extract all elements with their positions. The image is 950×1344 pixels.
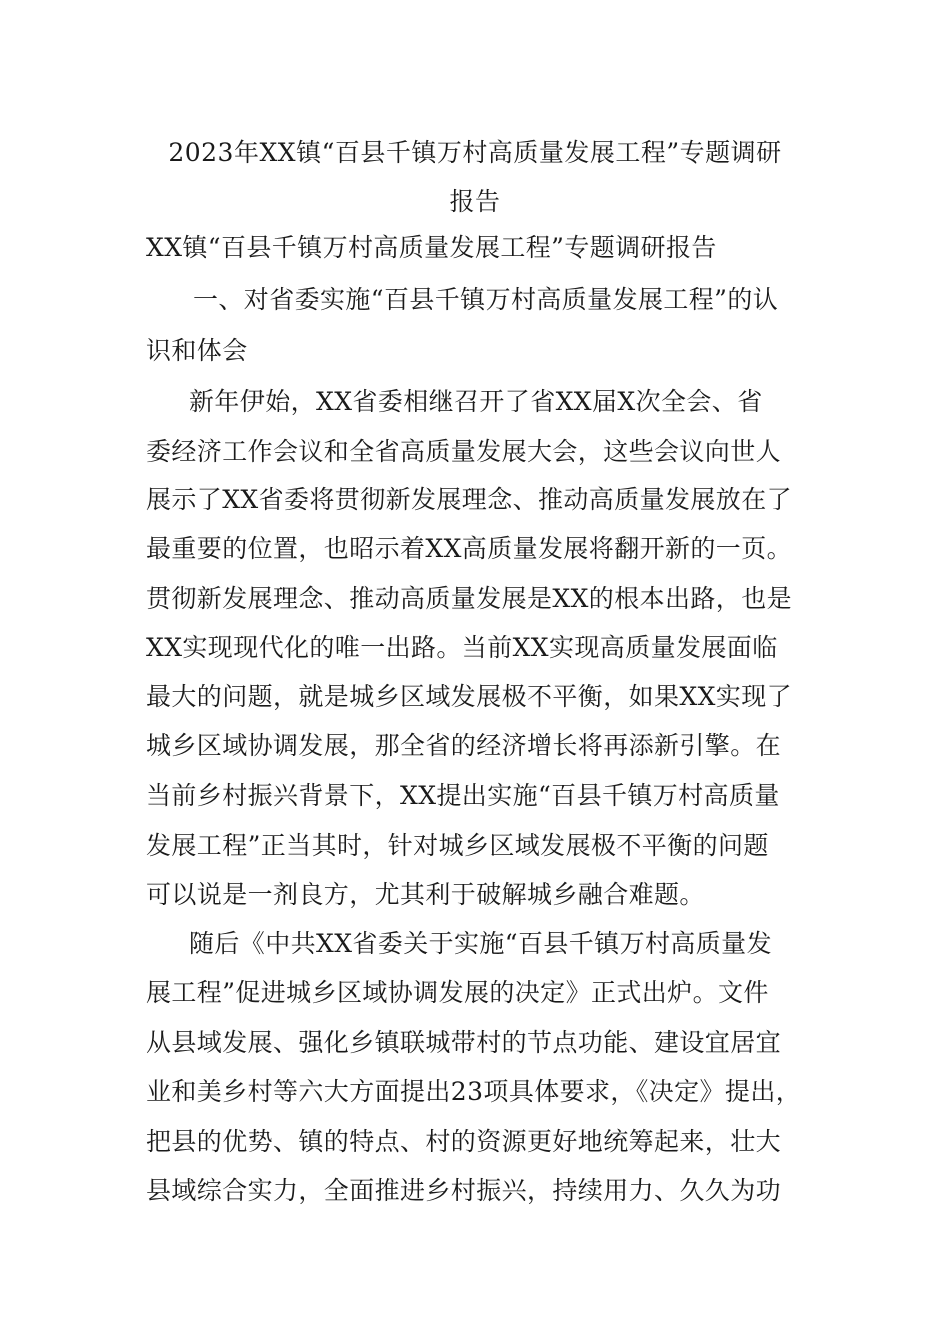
paragraph-line: 展示了XX省委将贯彻新发展理念、推动高质量发展放在了 bbox=[146, 485, 792, 514]
paragraph-line: 县域综合实力，全面推进乡村振兴，持续用力、久久为功 bbox=[146, 1176, 782, 1205]
section-heading-line: 识和体会 bbox=[146, 336, 248, 365]
paragraph-line: 当前乡村振兴背景下，XX提出实施“百县千镇万村高质量 bbox=[146, 781, 780, 810]
title-line: 报告 bbox=[449, 187, 501, 216]
paragraph-line: 业和美乡村等六大方面提出23项具体要求，《决定》提出， bbox=[146, 1077, 802, 1106]
paragraph-line: 把县的优势、镇的特点、村的资源更好地统筹起来，壮大 bbox=[146, 1127, 782, 1156]
document-subtitle: XX镇“百县千镇万村高质量发展工程”专题调研报告 bbox=[146, 233, 717, 262]
paragraph-line: 发展工程”正当其时，针对城乡区域发展极不平衡的问题 bbox=[146, 831, 769, 860]
paragraph-line: 最大的问题，就是城乡区域发展极不平衡，如果XX实现了 bbox=[146, 682, 792, 711]
paragraph-line: 可以说是一剂良方，尤其利于破解城乡融合难题。 bbox=[146, 880, 705, 909]
document-title bbox=[130, 128, 820, 226]
paragraph-line: 最重要的位置，也昭示着XX高质量发展将翻开新的一页。 bbox=[146, 534, 792, 563]
paragraph-line: 委经济工作会议和全省高质量发展大会，这些会议向世人 bbox=[146, 437, 782, 466]
paragraph-line: 新年伊始，XX省委相继召开了省XX届X次全会、省 bbox=[189, 387, 763, 416]
paragraph-line: 贯彻新发展理念、推动高质量发展是XX的根本出路，也是 bbox=[146, 584, 792, 613]
title-line: 2023年XX镇“百县千镇万村高质量发展工程”专题调研 bbox=[168, 138, 782, 167]
paragraph-line: 随后《中共XX省委关于实施“百县千镇万村高质量发 bbox=[189, 929, 772, 958]
paragraph-line: 展工程”促进城乡区域协调发展的决定》正式出炉。文件 bbox=[146, 978, 769, 1007]
section-heading-line: 一、对省委实施“百县千镇万村高质量发展工程”的认 bbox=[193, 285, 779, 314]
paragraph-line: 从县域发展、强化乡镇联城带村的节点功能、建设宜居宜 bbox=[146, 1028, 782, 1057]
paragraph-line: 城乡区域协调发展，那全省的经济增长将再添新引擎。在 bbox=[146, 731, 782, 760]
paragraph-line: XX实现现代化的唯一出路。当前XX实现高质量发展面临 bbox=[146, 633, 778, 662]
